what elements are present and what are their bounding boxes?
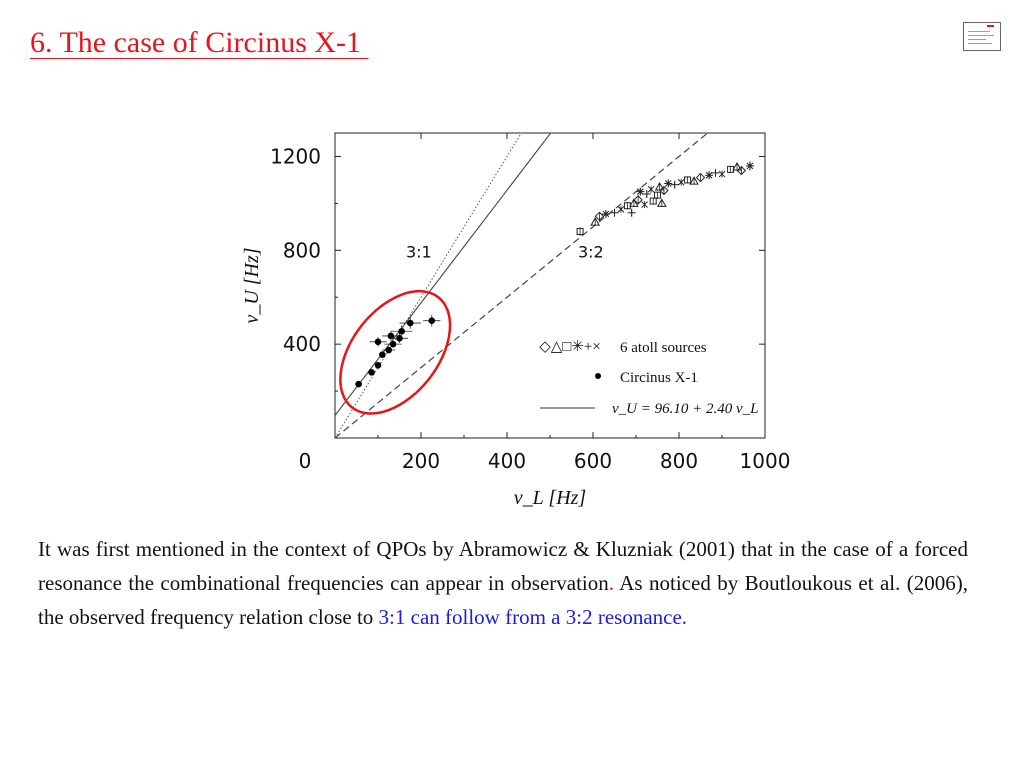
reference-line-solid [335,125,765,415]
atoll-point [664,179,672,187]
slide-thumbnail-icon[interactable] [963,22,1001,51]
circinus-point [407,320,414,327]
legend-symbols-atoll: ◇△□✳+× [539,339,601,355]
atoll-point [746,162,754,170]
x-tick-label: 400 [487,449,527,473]
body-text-part-2: As noticed by Boutloukous et al. (2006), the observed frequency relation close to [38,571,968,629]
circinus-point [375,362,382,369]
body-paragraph [38,532,968,634]
legend-label-circinus: Circinus X-1 [620,370,698,386]
x-tick-label: 600 [573,449,613,473]
thumbnail-line [968,31,990,32]
reference-line-dotted [335,125,765,438]
frequency-scatter-chart [230,125,790,510]
body-text-part-1: It was first mentioned in the context of QPOs by Abramowicz & Kluzniak (2001) that in the case of a forced resonance the combinational frequencies can appear in observation [38,537,968,595]
x-tick-label: 0 [298,449,312,473]
atoll-point [671,181,679,189]
thumbnail-line [968,39,986,40]
x-tick-label: 200 [401,449,441,473]
ratio-label: 3:1 [405,242,432,262]
highlight-ellipse [318,271,472,434]
atoll-point [628,209,636,217]
slide-title: 6. The case of Circinus X-1 [30,26,369,59]
circinus-point [368,369,375,376]
reference-line-dashed [335,125,765,438]
circinus-point [398,328,405,335]
y-tick-label: 800 [282,238,321,263]
legend-label-atoll: 6 atoll sources [620,340,707,356]
x-tick-label: 800 [659,449,699,473]
atoll-point [602,210,610,218]
x-tick-label: 1000 [739,449,790,473]
thumbnail-title-bar [987,25,994,27]
thumbnail-line [968,43,992,44]
thumbnail-line [968,35,994,36]
body-blue-highlight: 3:1 can follow from a 3:2 resonance. [378,605,688,629]
circinus-point [355,381,362,388]
atoll-point [611,209,619,217]
circinus-point [390,341,397,348]
legend-symbol-circinus [595,373,601,379]
legend-label-fit: ν_U = 96.10 + 2.40 ν_L [612,401,759,417]
y-tick-label: 1200 [270,144,321,169]
y-axis-label: ν_U [Hz] [241,247,263,324]
circinus-point [428,317,435,324]
body-red-period: . [608,571,615,595]
y-tick-label: 400 [282,332,321,357]
circinus-point [379,351,386,358]
circinus-point [375,339,382,346]
x-axis-label: ν_L [Hz] [513,487,587,509]
ratio-label: 3:2 [577,242,604,262]
circinus-point [385,347,392,354]
